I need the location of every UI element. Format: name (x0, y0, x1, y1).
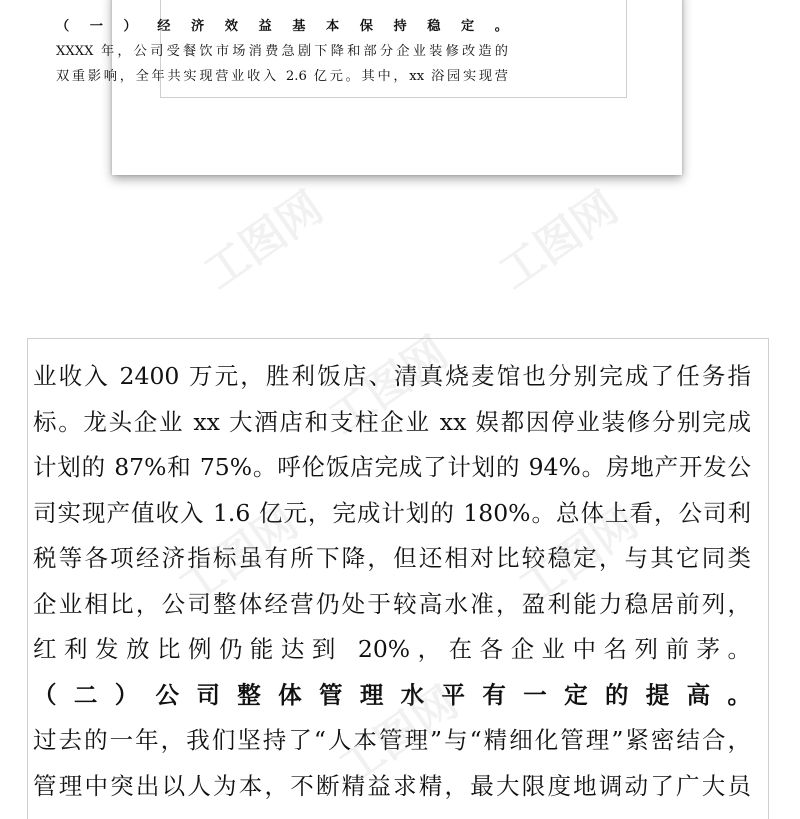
body-line: 税等各项经济指标虽有所下降，但还相对比较稳定，与其它同类 (33, 544, 751, 572)
preview-text (56, 14, 508, 89)
preview-heading: （一）经济效益基本保持稳定。 (56, 19, 508, 34)
watermark-logo: 工图网 (194, 181, 333, 300)
watermark-logo: 工图网 (489, 181, 628, 300)
body-line: 企业相比，公司整体经营仍处于较高水准，盈利能力稳居前列， (33, 589, 751, 618)
watermark-logo: 工图网 (509, 496, 648, 615)
watermark-logo: 工图网 (319, 326, 458, 445)
body-line: 计划的 87%和 75%。呼伦饭店完成了计划的 94%。房地产开发公 (33, 453, 751, 481)
body-line: 过去的一年，我们坚持了“人本管理”与“精细化管理”紧密结合， (33, 726, 751, 754)
preview-line: 双重影响，全年共实现营业收入 2.6 亿元。其中，xx 浴园实现营 (56, 69, 508, 84)
preview-line: XXXX 年，公司受餐饮市场消费急剧下降和部分企业装修改造的 (56, 44, 508, 59)
document-body (33, 354, 751, 809)
body-line: 红利发放比例仍能达到 20%，在各企业中名列前茅。 (33, 635, 751, 663)
body-line: 业收入 2400 万元，胜利饭店、清真烧麦馆也分别完成了任务指 (33, 362, 751, 390)
section-heading: （二）公司整体管理水平有一定的提高。 (33, 680, 751, 709)
watermark-logo: 工图网 (169, 496, 308, 615)
watermark-logo: 工图网 (329, 676, 468, 795)
body-line: 标。龙头企业 xx 大酒店和支柱企业 xx 娱都因停业装修分别完成 (33, 407, 751, 436)
body-line: 司实现产值收入 1.6 亿元，完成计划的 180%。总体上看，公司利 (33, 498, 751, 527)
body-line: 管理中突出以人为本，不断精益求精，最大限度地调动了广大员 (33, 771, 751, 800)
